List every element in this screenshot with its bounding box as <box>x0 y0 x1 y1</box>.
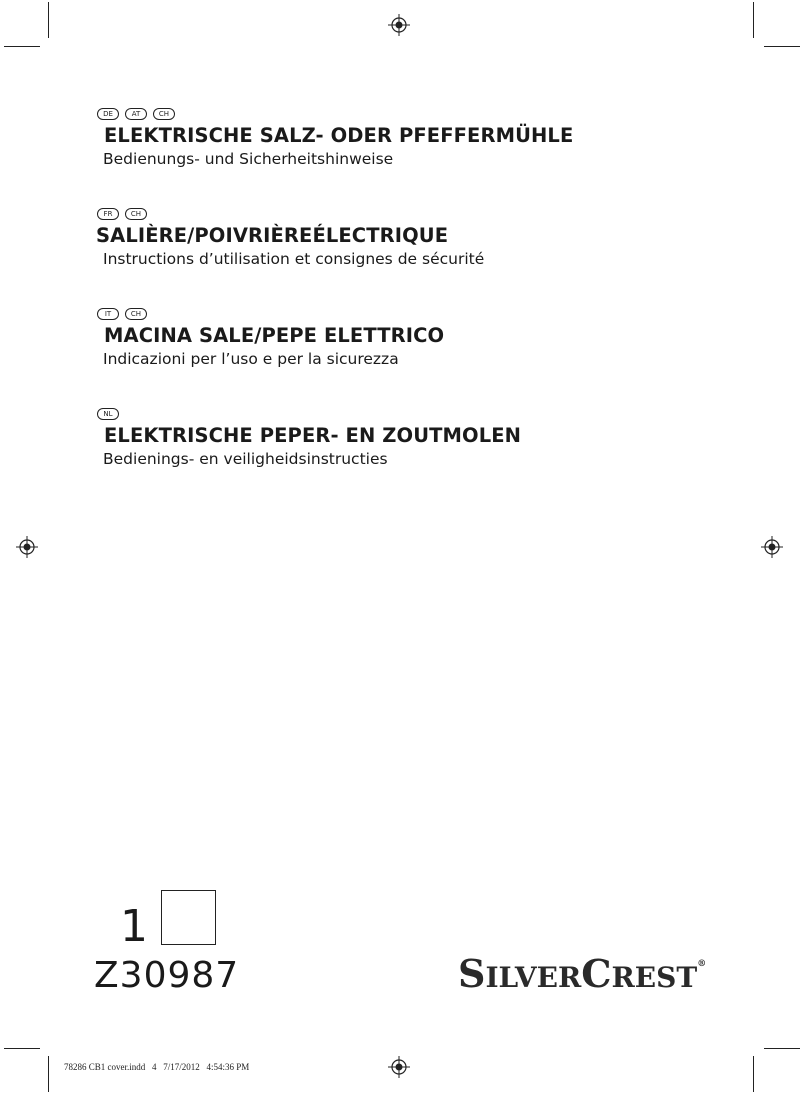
country-badges <box>97 308 147 320</box>
country-badge-fr: FR <box>97 208 119 220</box>
country-badges <box>97 108 175 120</box>
logo-text: REST <box>611 961 698 994</box>
country-badge-it: IT <box>97 308 119 320</box>
product-title-fr: SALIÈRE/POIVRIÈREÉLECTRIQUE <box>96 224 449 247</box>
product-subtitle-nl: Bedienings- en veiligheidsinstructies <box>103 450 388 468</box>
empty-box <box>161 890 216 945</box>
country-badges <box>97 208 147 220</box>
logo-text: ILVER <box>485 961 582 994</box>
country-badge-at: AT <box>125 108 147 120</box>
crop-mark <box>4 46 40 47</box>
country-badges <box>97 408 119 420</box>
product-title-nl: ELEKTRISCHE PEPER- EN ZOUTMOLEN <box>104 424 522 447</box>
volume-number: 1 <box>120 901 148 952</box>
registration-mark-icon <box>761 536 783 558</box>
country-badge-ch: CH <box>153 108 175 120</box>
crop-mark <box>753 1056 754 1092</box>
product-subtitle-fr: Instructions d’utilisation et consignes de sécurité <box>103 250 485 268</box>
registered-trademark: ® <box>697 959 707 969</box>
crop-mark <box>764 46 800 47</box>
registration-mark-icon <box>388 1056 410 1078</box>
country-badge-nl: NL <box>97 408 119 420</box>
logo-letter: S <box>458 951 486 996</box>
crop-mark <box>4 1048 40 1049</box>
crop-mark <box>48 2 49 38</box>
crop-mark <box>753 2 754 38</box>
country-badge-de: DE <box>97 108 119 120</box>
product-title-de: ELEKTRISCHE SALZ- ODER PFEFFERMÜHLE <box>104 124 574 147</box>
product-title-it: MACINA SALE/PEPE ELETTRICO <box>104 324 445 347</box>
print-slug: 78286 CB1 cover.indd 4 7/17/2012 4:54:36 PM <box>64 1062 250 1072</box>
country-badge-ch: CH <box>125 308 147 320</box>
crop-mark <box>48 1056 49 1092</box>
product-subtitle-de: Bedienungs- und Sicherheitshinweise <box>103 150 394 168</box>
country-badge-ch: CH <box>125 208 147 220</box>
product-subtitle-it: Indicazioni per l’uso e per la sicurezza <box>103 350 399 368</box>
registration-mark-icon <box>388 14 410 36</box>
silvercrest-logo <box>458 951 706 996</box>
crop-mark <box>764 1048 800 1049</box>
logo-letter: C <box>581 951 612 996</box>
registration-mark-icon <box>16 536 38 558</box>
model-number: Z30987 <box>94 955 240 996</box>
